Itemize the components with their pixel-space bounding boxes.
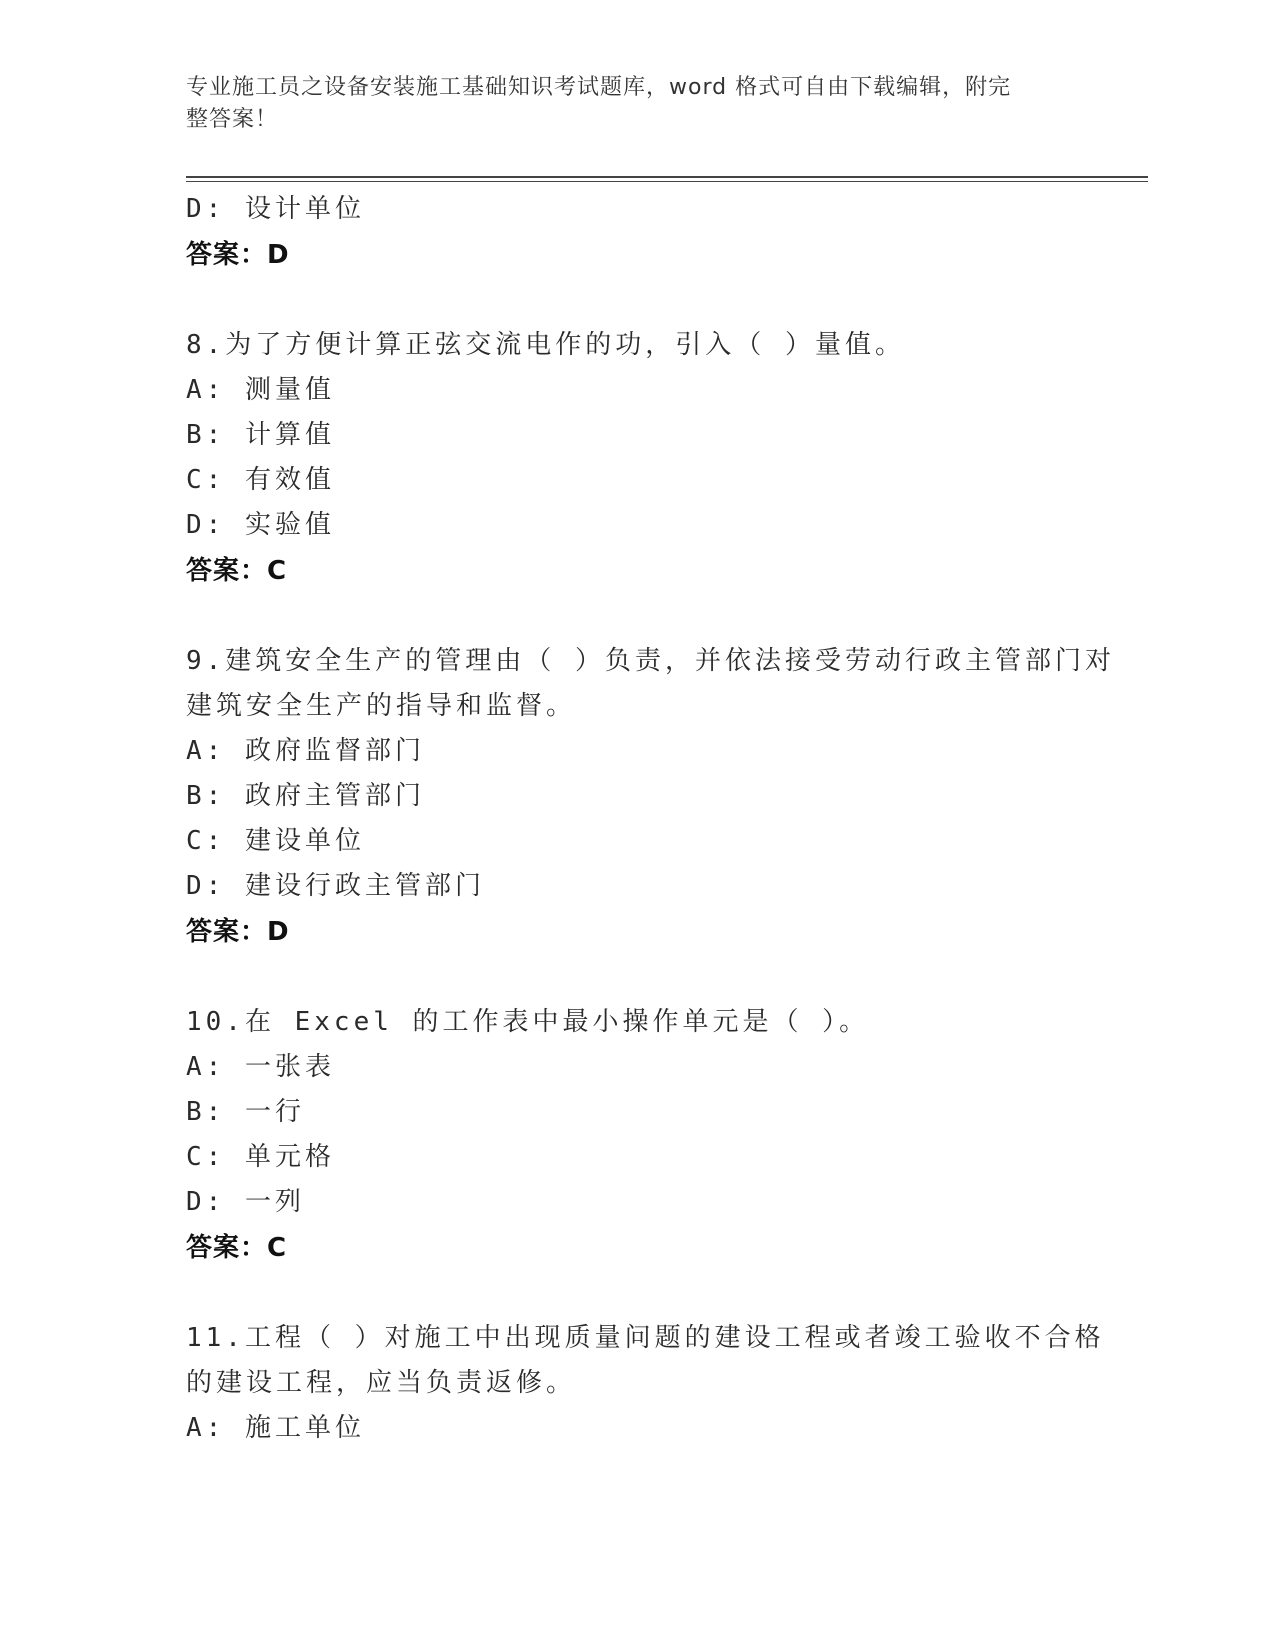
answer: 答案：C (186, 1233, 288, 1263)
question-11 (186, 1316, 1105, 1451)
option-c: C: 单元格 (186, 1142, 335, 1172)
answer: 答案：D (186, 240, 290, 270)
option-a: A: 政府监督部门 (186, 736, 425, 766)
spacer (186, 279, 1086, 323)
question-text: 10.在 Excel 的工作表中最小操作单元是（ ）。 (186, 1007, 870, 1037)
option-b: B: 计算值 (186, 420, 335, 450)
question-8 (186, 323, 1086, 595)
page-header (186, 72, 1086, 136)
header-rule-thin (186, 181, 1148, 182)
question-text-line-2: 建筑安全生产的指导和监督。 (186, 691, 577, 721)
option-a: A: 施工单位 (186, 1413, 365, 1443)
answer: 答案：D (186, 917, 290, 947)
spacer (186, 1272, 1086, 1316)
option-d: D: 建设行政主管部门 (186, 871, 485, 901)
option-b: B: 一行 (186, 1097, 305, 1127)
header-line-1: 专业施工员之设备安装施工基础知识考试题库，word 格式可自由下载编辑，附完 (186, 75, 1012, 100)
option-c: C: 有效值 (186, 465, 335, 495)
question-text-line-1: 11.工程（ ）对施工中出现质量问题的建设工程或者竣工验收不合格 (186, 1323, 1105, 1353)
question-9 (186, 639, 1115, 956)
spacer (186, 595, 1086, 639)
answer: 答案：C (186, 556, 288, 586)
question-text: 8.为了方便计算正弦交流电作的功，引入（ ）量值。 (186, 330, 905, 360)
spacer (186, 956, 1086, 1000)
header-rule-thick (186, 176, 1148, 178)
question-7-fragment (186, 187, 1086, 279)
option-a: A: 测量值 (186, 375, 335, 405)
option-d: D: 一列 (186, 1187, 305, 1217)
option-d: D: 设计单位 (186, 194, 365, 224)
option-b: B: 政府主管部门 (186, 781, 425, 811)
option-d: D: 实验值 (186, 510, 335, 540)
question-text-line-1: 9.建筑安全生产的管理由（ ）负责，并依法接受劳动行政主管部门对 (186, 646, 1115, 676)
question-text-line-2: 的建设工程，应当负责返修。 (186, 1368, 577, 1398)
option-a: A: 一张表 (186, 1052, 335, 1082)
option-c: C: 建设单位 (186, 826, 365, 856)
page-content (186, 187, 1115, 1451)
header-line-2: 整答案！ (186, 107, 279, 132)
question-10 (186, 1000, 1086, 1272)
